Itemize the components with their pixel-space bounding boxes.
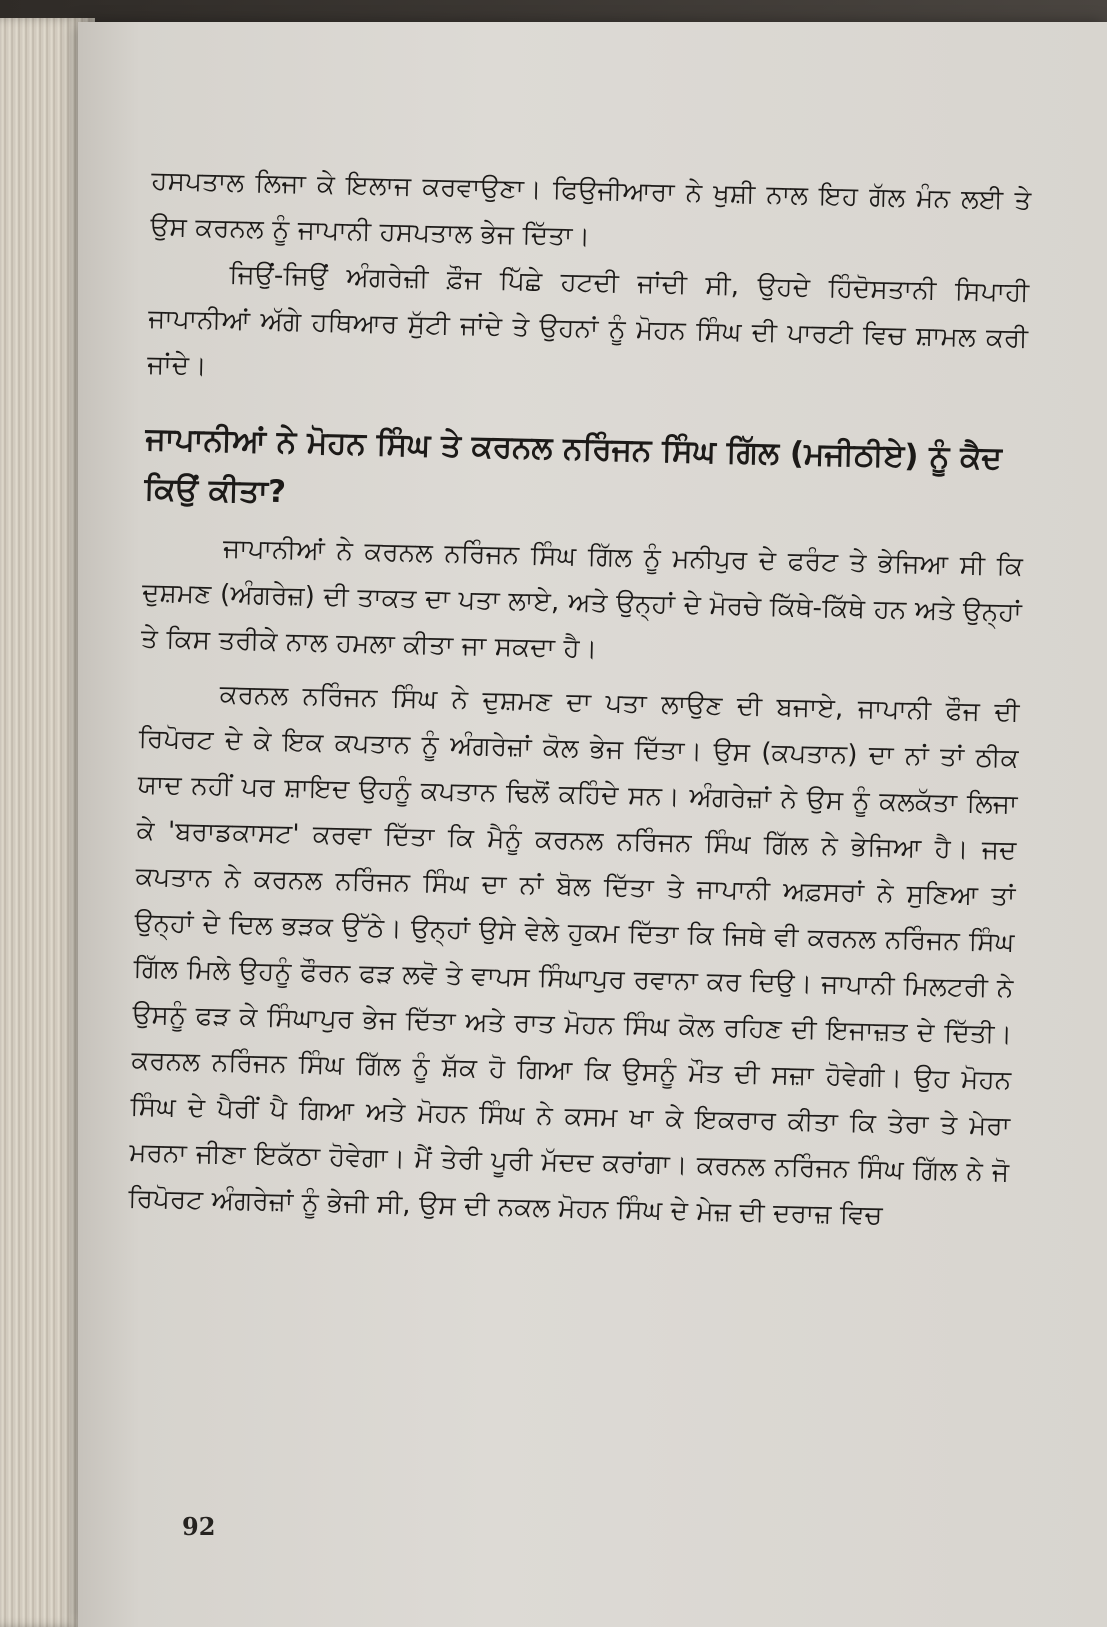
section-heading: ਜਾਪਾਨੀਆਂ ਨੇ ਮੋਹਨ ਸਿੰਘ ਤੇ ਕਰਨਲ ਨਰਿੰਜਨ ਸਿੰਘ ਗਿੱਲ (ਮਜੀਠੀਏ) ਨੂੰ ਕੈਦ ਕਿਉਂ ਕੀਤਾ? [144, 420, 1003, 511]
paragraph-3: ਜਾਪਾਨੀਆਂ ਨੇ ਕਰਨਲ ਨਰਿੰਜਨ ਸਿੰਘ ਗਿੱਲ ਨੂੰ ਮਨੀਪੁਰ ਦੇ ਫਰੰਟ ਤੇ ਭੇਜਿਆ ਸੀ ਕਿ ਦੁਸ਼ਮਣ (ਅੰਗਰੇਜ਼) ਦੀ ਤਾਕਤ ਦਾ ਪਤਾ ਲਾਏ, ਅਤੇ ਉਨ੍ਹਾਂ ਦੇ ਮੋਰਚੇ ਕਿੱਥੇ-ਕਿੱਥੇ ਹਨ ਅਤੇ ਉਨ੍ਹਾਂ ਤੇ ਕਿਸ ਤਰੀਕੇ ਨਾਲ ਹਮਲਾ ਕੀਤਾ ਜਾ ਸਕਦਾ ਹੈ। [140, 533, 1024, 665]
paragraph-4: ਕਰਨਲ ਨਰਿੰਜਨ ਸਿੰਘ ਨੇ ਦੁਸ਼ਮਣ ਦਾ ਪਤਾ ਲਾਉਣ ਦੀ ਬਜਾਏ, ਜਾਪਾਨੀ ਫੌਜ ਦੀ ਰਿਪੋਰਟ ਦੇ ਕੇ ਇਕ ਕਪਤਾਨ ਨੂੰ ਅੰਗਰੇਜ਼ਾਂ ਕੋਲ ਭੇਜ ਦਿੱਤਾ। ਉਸ (ਕਪਤਾਨ) ਦਾ ਨਾਂ ਤਾਂ ਠੀਕ ਯਾਦ ਨਹੀਂ ਪਰ ਸ਼ਾਇਦ ਉਹਨੂੰ ਕਪਤਾਨ ਢਿਲੋਂ ਕਹਿੰਦੇ ਸਨ। ਅੰਗਰੇਜ਼ਾਂ ਨੇ ਉਸ ਨੂੰ ਕਲਕੱਤਾ ਲਿਜਾ ਕੇ 'ਬਰਾਡਕਾਸਟ' ਕਰਵਾ ਦਿੱਤਾ ਕਿ ਮੈਨੂੰ ਕਰਨਲ ਨਰਿੰਜਨ ਸਿੰਘ ਗਿੱਲ ਨੇ ਭੇਜਿਆ ਹੈ। ਜਦ ਕਪਤਾਨ ਨੇ ਕਰਨਲ ਨਰਿੰਜਨ ਸਿੰਘ ਦਾ ਨਾਂ ਬੋਲ ਦਿੱਤਾ ਤੇ ਜਾਪਾਨੀ ਅਫ਼ਸਰਾਂ ਨੇ ਸੁਣਿਆ ਤਾਂ ਉਨ੍ਹਾਂ ਦੇ ਦਿਲ ਭੜਕ ਉੱਠੇ। ਉਨ੍ਹਾਂ ਉਸੇ ਵੇਲੇ ਹੁਕਮ ਦਿੱਤਾ ਕਿ ਜਿਥੇ ਵੀ ਕਰਨਲ ਨਰਿੰਜਨ ਸਿੰਘ ਗਿੱਲ ਮਿਲੇ ਉਹਨੂੰ ਫੌਰਨ ਫੜ ਲਵੋ ਤੇ ਵਾਪਸ ਸਿੰਘਾਪੁਰ ਰਵਾਨਾ ਕਰ ਦਿਉ। ਜਾਪਾਨੀ ਮਿਲਟਰੀ ਨੇ ਉਸਨੂੰ ਫੜ ਕੇ ਸਿੰਘਾਪੁਰ ਭੇਜ ਦਿੱਤਾ ਅਤੇ ਰਾਤ ਮੋਹਨ ਸਿੰਘ ਕੋਲ ਰਹਿਣ ਦੀ ਇਜਾਜ਼ਤ ਦੇ ਦਿੱਤੀ। ਕਰਨਲ ਨਰਿੰਜਨ ਸਿੰਘ ਗਿੱਲ ਨੂੰ ਸ਼ੱਕ ਹੋ ਗਿਆ ਕਿ ਉਸਨੂੰ ਮੌਤ ਦੀ ਸਜ਼ਾ ਹੋਵੇਗੀ। ਉਹ ਮੋਹਨ ਸਿੰਘ ਦੇ ਪੈਰੀਂ ਪੈ ਗਿਆ ਅਤੇ ਮੋਹਨ ਸਿੰਘ ਨੇ ਕਸਮ ਖਾ ਕੇ ਇਕਰਾਰ ਕੀਤਾ ਕਿ ਤੇਰਾ ਤੇ ਮੇਰਾ ਮਰਨਾ ਜੀਣਾ ਇਕੱਠਾ ਹੋਵੇਗਾ। ਮੈਂ ਤੇਰੀ ਪੂਰੀ ਮੱਦਦ ਕਰਾਂਗਾ। ਕਰਨਲ ਨਰਿੰਜਨ ਸਿੰਘ ਗਿੱਲ ਨੇ ਜੋ ਰਿਪੋਰਟ ਅੰਗਰੇਜ਼ਾਂ ਨੂੰ ਭੇਜੀ ਸੀ, ਉਸ ਦੀ ਨਕਲ ਮੋਹਨ ਸਿੰਘ ਦੇ ਮੇਜ਼ ਦੀ ਦਰਾਜ਼ ਵਿਚ [128, 679, 1020, 1231]
paragraph-2: ਜਿਉਂ-ਜਿਉਂ ਅੰਗਰੇਜ਼ੀ ਫ਼ੌਜ ਪਿੱਛੇ ਹਟਦੀ ਜਾਂਦੀ ਸੀ, ਉਹਦੇ ਹਿੰਦੋਸਤਾਨੀ ਸਿਪਾਹੀ ਜਾਪਾਨੀਆਂ ਅੱਗੇ ਹਥਿਆਰ ਸੁੱਟੀ ਜਾਂਦੇ ਤੇ ਉਹਨਾਂ ਨੂੰ ਮੋਹਨ ਸਿੰਘ ਦੀ ਪਾਰਟੀ ਵਿਚ ਸ਼ਾਮਲ ਕਰੀ ਜਾਂਦੇ। [146, 259, 1030, 382]
page-number: 92 [182, 1512, 216, 1541]
page-text [128, 158, 1032, 1242]
paragraph-1: ਹਸਪਤਾਲ ਲਿਜਾ ਕੇ ਇਲਾਜ ਕਰਵਾਉਣਾ। ਫਿਉਜੀਆਰਾ ਨੇ ਖੁਸ਼ੀ ਨਾਲ ਇਹ ਗੱਲ ਮੰਨ ਲਈ ਤੇ ਉਸ ਕਰਨਲ ਨੂੰ ਜਾਪਾਨੀ ਹਸਪਤਾਲ ਭੇਜ ਦਿੱਤਾ। [150, 165, 1032, 252]
